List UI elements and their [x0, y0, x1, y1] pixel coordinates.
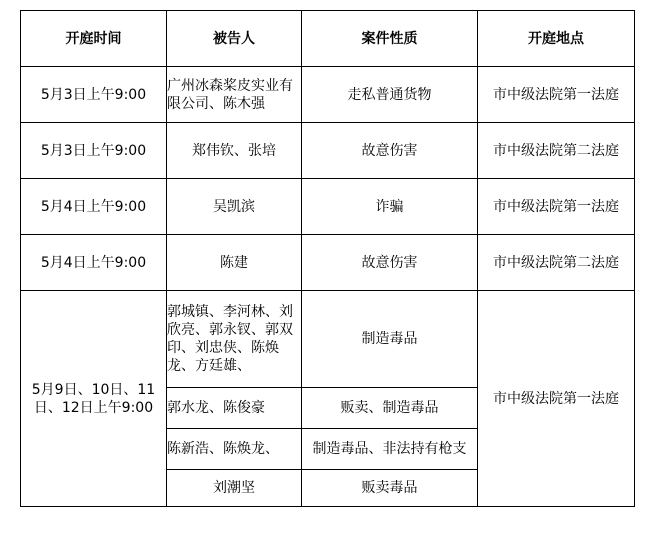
table-row [21, 123, 635, 179]
cell-defendants: 吴凯滨 [167, 179, 302, 235]
table-row [21, 235, 635, 291]
cell-place: 市中级法院第一法庭 [478, 67, 635, 123]
cell-time: 5月3日上午9:00 [21, 67, 167, 123]
cell-nature: 贩卖、制造毒品 [302, 388, 478, 429]
cell-defendants: 陈新浩、陈焕龙、 [167, 429, 302, 470]
header-nature: 案件性质 [302, 11, 478, 67]
cell-time: 5月3日上午9:00 [21, 123, 167, 179]
table-header-row [21, 11, 635, 67]
cell-place: 市中级法院第二法庭 [478, 235, 635, 291]
cell-place: 市中级法院第二法庭 [478, 123, 635, 179]
cell-nature: 走私普通货物 [302, 67, 478, 123]
table-row [21, 67, 635, 123]
cell-group-place: 市中级法院第一法庭 [478, 291, 635, 507]
cell-defendants: 郭水龙、陈俊豪 [167, 388, 302, 429]
cell-defendants: 郭城镇、李河林、刘欣亮、郭永钗、郭双印、刘忠侠、陈焕龙、方廷雄、 [167, 291, 302, 388]
cell-nature: 贩卖毒品 [302, 470, 478, 507]
cell-time: 5月4日上午9:00 [21, 235, 167, 291]
cell-nature: 故意伤害 [302, 123, 478, 179]
cell-group-time: 5月9日、10日、11日、12日上午9:00 [21, 291, 167, 507]
cell-time: 5月4日上午9:00 [21, 179, 167, 235]
header-time: 开庭时间 [21, 11, 167, 67]
cell-nature: 制造毒品 [302, 291, 478, 388]
table-row [21, 291, 635, 388]
cell-nature: 制造毒品、非法持有枪支 [302, 429, 478, 470]
cell-defendants: 陈建 [167, 235, 302, 291]
cell-defendants: 广州冰森桨皮实业有限公司、陈木强 [167, 67, 302, 123]
cell-place: 市中级法院第一法庭 [478, 179, 635, 235]
cell-defendants: 刘潮坚 [167, 470, 302, 507]
cell-nature: 故意伤害 [302, 235, 478, 291]
court-schedule-table [20, 10, 635, 507]
header-place: 开庭地点 [478, 11, 635, 67]
cell-nature: 诈骗 [302, 179, 478, 235]
cell-defendants: 郑伟钦、张培 [167, 123, 302, 179]
table-row [21, 179, 635, 235]
header-defendants: 被告人 [167, 11, 302, 67]
